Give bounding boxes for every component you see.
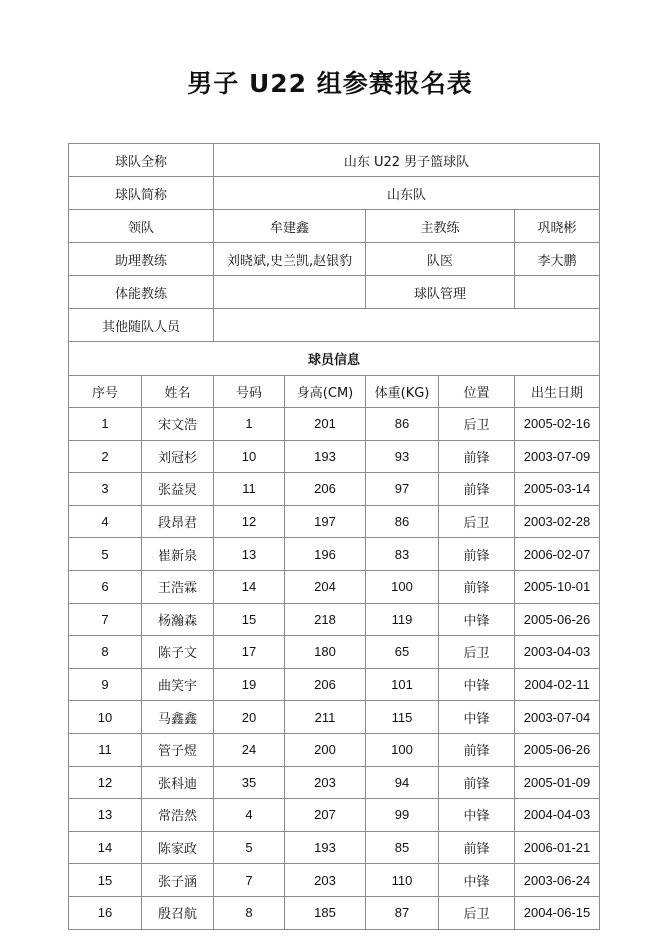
player-birthdate: 2003-02-28 — [515, 505, 600, 538]
player-index: 8 — [69, 636, 142, 669]
player-position: 前锋 — [439, 570, 515, 603]
player-weight: 85 — [366, 831, 439, 864]
player-weight: 65 — [366, 636, 439, 669]
player-jersey: 24 — [214, 733, 285, 766]
head-coach-label: 主教练 — [366, 210, 515, 243]
table-row — [69, 408, 600, 441]
table-row — [69, 864, 600, 897]
player-weight: 94 — [366, 766, 439, 799]
player-name: 张益炅 — [142, 473, 214, 506]
player-name: 马鑫鑫 — [142, 701, 214, 734]
player-position: 中锋 — [439, 701, 515, 734]
player-position: 中锋 — [439, 799, 515, 832]
player-index: 5 — [69, 538, 142, 571]
player-index: 6 — [69, 570, 142, 603]
other-staff-row — [69, 309, 600, 342]
table-row — [69, 799, 600, 832]
player-jersey: 19 — [214, 668, 285, 701]
player-height: 206 — [285, 473, 366, 506]
player-index: 9 — [69, 668, 142, 701]
player-index: 16 — [69, 896, 142, 929]
player-birthdate: 2003-07-04 — [515, 701, 600, 734]
player-weight: 100 — [366, 570, 439, 603]
player-height: 204 — [285, 570, 366, 603]
player-position: 后卫 — [439, 408, 515, 441]
leader-label: 领队 — [69, 210, 214, 243]
player-jersey: 20 — [214, 701, 285, 734]
col-header-birthdate: 出生日期 — [515, 376, 600, 408]
table-row — [69, 896, 600, 929]
player-weight: 99 — [366, 799, 439, 832]
player-name: 杨瀚森 — [142, 603, 214, 636]
players-section-title: 球员信息 — [69, 342, 600, 376]
table-row — [69, 766, 600, 799]
table-row — [69, 831, 600, 864]
table-row — [69, 473, 600, 506]
player-height: 180 — [285, 636, 366, 669]
player-height: 196 — [285, 538, 366, 571]
col-header-position: 位置 — [439, 376, 515, 408]
player-height: 218 — [285, 603, 366, 636]
player-name: 张子涵 — [142, 864, 214, 897]
player-weight: 86 — [366, 505, 439, 538]
head-coach-value: 巩晓彬 — [515, 210, 600, 243]
player-index: 10 — [69, 701, 142, 734]
player-jersey: 5 — [214, 831, 285, 864]
col-header-name: 姓名 — [142, 376, 214, 408]
other-staff-value — [214, 309, 600, 342]
player-jersey: 8 — [214, 896, 285, 929]
player-position: 前锋 — [439, 473, 515, 506]
player-jersey: 15 — [214, 603, 285, 636]
team-short-row — [69, 177, 600, 210]
player-index: 14 — [69, 831, 142, 864]
team-full-value: 山东 U22 男子篮球队 — [214, 144, 600, 177]
leader-row — [69, 210, 600, 243]
player-name: 管子煜 — [142, 733, 214, 766]
player-weight: 115 — [366, 701, 439, 734]
player-jersey: 1 — [214, 408, 285, 441]
player-name: 刘冠杉 — [142, 440, 214, 473]
player-jersey: 13 — [214, 538, 285, 571]
player-weight: 87 — [366, 896, 439, 929]
player-name: 段昂君 — [142, 505, 214, 538]
player-height: 203 — [285, 864, 366, 897]
player-weight: 86 — [366, 408, 439, 441]
player-birthdate: 2003-06-24 — [515, 864, 600, 897]
player-name: 王浩霖 — [142, 570, 214, 603]
player-height: 211 — [285, 701, 366, 734]
table-row — [69, 538, 600, 571]
assistant-coach-value: 刘晓斌,史兰凯,赵银豹 — [214, 243, 366, 276]
player-weight: 97 — [366, 473, 439, 506]
table-row — [69, 505, 600, 538]
doctor-value: 李大鹏 — [515, 243, 600, 276]
player-height: 193 — [285, 440, 366, 473]
player-height: 197 — [285, 505, 366, 538]
player-index: 7 — [69, 603, 142, 636]
team-short-label: 球队简称 — [69, 177, 214, 210]
player-height: 207 — [285, 799, 366, 832]
player-position: 前锋 — [439, 440, 515, 473]
player-name: 曲笑宇 — [142, 668, 214, 701]
player-position: 中锋 — [439, 668, 515, 701]
player-height: 206 — [285, 668, 366, 701]
player-birthdate: 2004-04-03 — [515, 799, 600, 832]
player-birthdate: 2005-06-26 — [515, 733, 600, 766]
player-index: 1 — [69, 408, 142, 441]
player-birthdate: 2003-04-03 — [515, 636, 600, 669]
player-weight: 119 — [366, 603, 439, 636]
table-row — [69, 636, 600, 669]
registration-table — [68, 143, 600, 930]
player-index: 12 — [69, 766, 142, 799]
player-weight: 101 — [366, 668, 439, 701]
player-name: 常浩然 — [142, 799, 214, 832]
player-position: 中锋 — [439, 864, 515, 897]
player-position: 后卫 — [439, 505, 515, 538]
player-jersey: 17 — [214, 636, 285, 669]
table-row — [69, 668, 600, 701]
player-name: 宋文浩 — [142, 408, 214, 441]
player-jersey: 14 — [214, 570, 285, 603]
player-birthdate: 2004-06-15 — [515, 896, 600, 929]
players-section — [69, 376, 600, 930]
player-weight: 93 — [366, 440, 439, 473]
player-height: 193 — [285, 831, 366, 864]
player-position: 中锋 — [439, 603, 515, 636]
player-jersey: 4 — [214, 799, 285, 832]
player-position: 前锋 — [439, 766, 515, 799]
col-header-jersey: 号码 — [214, 376, 285, 408]
player-position: 前锋 — [439, 733, 515, 766]
player-position: 后卫 — [439, 636, 515, 669]
players-section-row — [69, 342, 600, 376]
player-birthdate: 2006-02-07 — [515, 538, 600, 571]
player-name: 殷召航 — [142, 896, 214, 929]
fitness-coach-row — [69, 276, 600, 309]
leader-value: 牟建鑫 — [214, 210, 366, 243]
player-index: 13 — [69, 799, 142, 832]
team-full-label: 球队全称 — [69, 144, 214, 177]
team-manager-value — [515, 276, 600, 309]
player-jersey: 11 — [214, 473, 285, 506]
player-birthdate: 2005-03-14 — [515, 473, 600, 506]
player-index: 2 — [69, 440, 142, 473]
player-height: 201 — [285, 408, 366, 441]
player-weight: 110 — [366, 864, 439, 897]
team-manager-label: 球队管理 — [366, 276, 515, 309]
player-birthdate: 2005-06-26 — [515, 603, 600, 636]
player-birthdate: 2004-02-11 — [515, 668, 600, 701]
player-index: 15 — [69, 864, 142, 897]
assistant-coach-label: 助理教练 — [69, 243, 214, 276]
table-row — [69, 733, 600, 766]
player-name: 陈子文 — [142, 636, 214, 669]
assistant-coach-row — [69, 243, 600, 276]
table-row — [69, 440, 600, 473]
col-header-height: 身高(CM) — [285, 376, 366, 408]
player-birthdate: 2003-07-09 — [515, 440, 600, 473]
table-row — [69, 603, 600, 636]
table-row — [69, 701, 600, 734]
player-jersey: 10 — [214, 440, 285, 473]
player-name: 张科迪 — [142, 766, 214, 799]
player-birthdate: 2006-01-21 — [515, 831, 600, 864]
fitness-coach-label: 体能教练 — [69, 276, 214, 309]
col-header-weight: 体重(KG) — [366, 376, 439, 408]
player-height: 200 — [285, 733, 366, 766]
doctor-label: 队医 — [366, 243, 515, 276]
player-birthdate: 2005-01-09 — [515, 766, 600, 799]
player-weight: 83 — [366, 538, 439, 571]
player-name: 崔新泉 — [142, 538, 214, 571]
player-position: 前锋 — [439, 538, 515, 571]
page-title: 男子 U22 组参赛报名表 — [187, 69, 473, 98]
fitness-coach-value — [214, 276, 366, 309]
player-position: 前锋 — [439, 831, 515, 864]
table-row — [69, 570, 600, 603]
player-position: 后卫 — [439, 896, 515, 929]
player-jersey: 35 — [214, 766, 285, 799]
player-index: 11 — [69, 733, 142, 766]
player-index: 4 — [69, 505, 142, 538]
team-info-section — [69, 144, 600, 376]
other-staff-label: 其他随队人员 — [69, 309, 214, 342]
team-full-row — [69, 144, 600, 177]
col-header-number: 序号 — [69, 376, 142, 408]
player-height: 203 — [285, 766, 366, 799]
player-index: 3 — [69, 473, 142, 506]
player-birthdate: 2005-02-16 — [515, 408, 600, 441]
column-header-row — [69, 376, 600, 408]
player-jersey: 7 — [214, 864, 285, 897]
player-jersey: 12 — [214, 505, 285, 538]
player-name: 陈家政 — [142, 831, 214, 864]
player-birthdate: 2005-10-01 — [515, 570, 600, 603]
team-short-value: 山东队 — [214, 177, 600, 210]
player-height: 185 — [285, 896, 366, 929]
player-weight: 100 — [366, 733, 439, 766]
